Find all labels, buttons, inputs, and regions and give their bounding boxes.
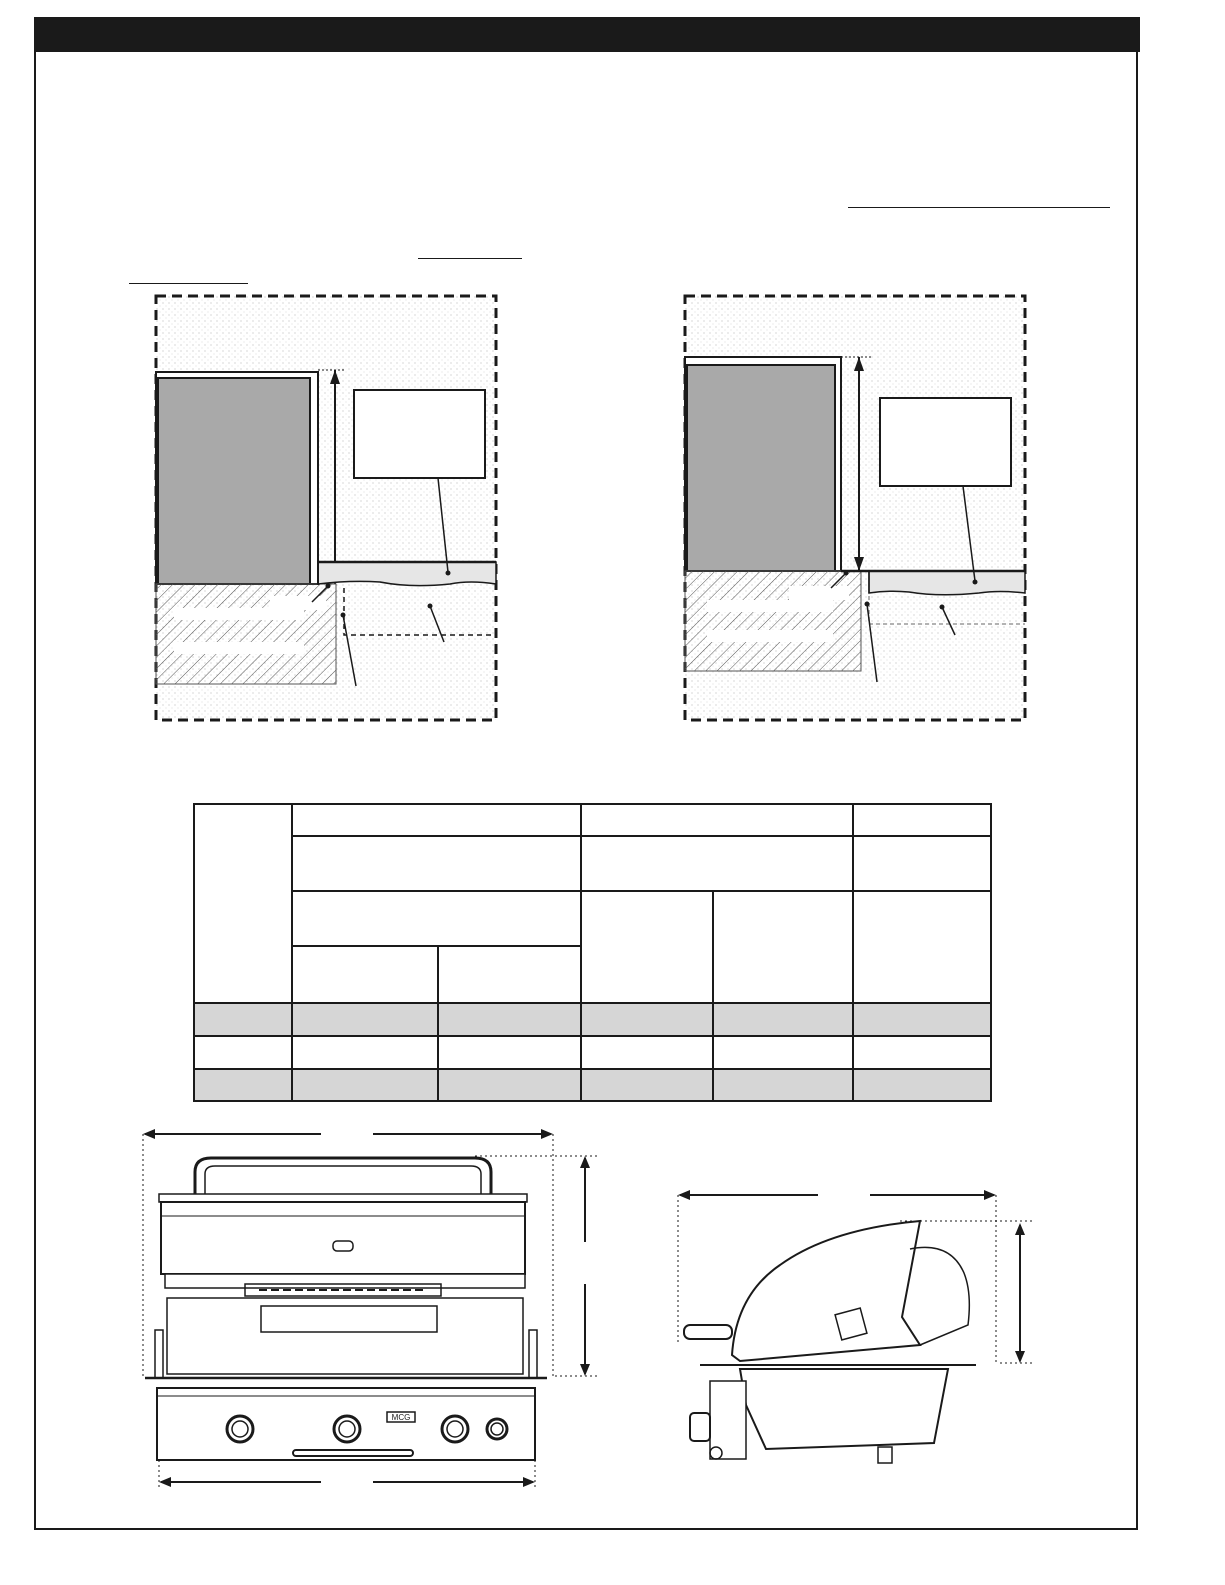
table-cell (853, 836, 991, 891)
underline-2 (418, 258, 522, 259)
table-cell (713, 891, 853, 1003)
table-cell (853, 891, 991, 1003)
table-cell (292, 946, 438, 1003)
grill-front-view (135, 1120, 605, 1500)
table-cell (713, 1036, 853, 1069)
table-cell (292, 1069, 438, 1101)
table-row (194, 804, 991, 836)
table-row (194, 1003, 991, 1036)
table-cell (438, 1003, 581, 1036)
table-cell (581, 1036, 713, 1069)
table-cell (292, 1036, 438, 1069)
table-cell (581, 1003, 713, 1036)
table-row (194, 891, 991, 946)
underline-1 (848, 207, 1110, 208)
table-cell (292, 836, 581, 891)
spec-table (193, 803, 992, 1102)
table-cell (581, 1069, 713, 1101)
table-cell (438, 1036, 581, 1069)
table-cell (853, 804, 991, 836)
clearance-diagram-left (150, 290, 502, 725)
table-cell (713, 1003, 853, 1036)
table-cell (581, 891, 713, 1003)
grill-side-view (670, 1185, 1040, 1480)
table-cell (292, 804, 581, 836)
table-cell (438, 946, 581, 1003)
table-cell (713, 1069, 853, 1101)
clearance-diagram-right (679, 290, 1031, 725)
table-cell (194, 804, 292, 1003)
table-cell (581, 836, 853, 891)
table-cell (853, 1003, 991, 1036)
table-cell (292, 1003, 438, 1036)
table-cell (194, 1036, 292, 1069)
table-row (194, 1069, 991, 1101)
table-cell (853, 1069, 991, 1101)
logo-text: MCG (391, 1413, 411, 1422)
underline-3 (129, 283, 248, 284)
table-cell (292, 891, 581, 946)
table-cell (438, 1069, 581, 1101)
table-row (194, 1036, 991, 1069)
table-cell (581, 804, 853, 836)
table-row (194, 836, 991, 891)
table-cell (853, 1036, 991, 1069)
table-cell (194, 1069, 292, 1101)
table-cell (194, 1003, 292, 1036)
